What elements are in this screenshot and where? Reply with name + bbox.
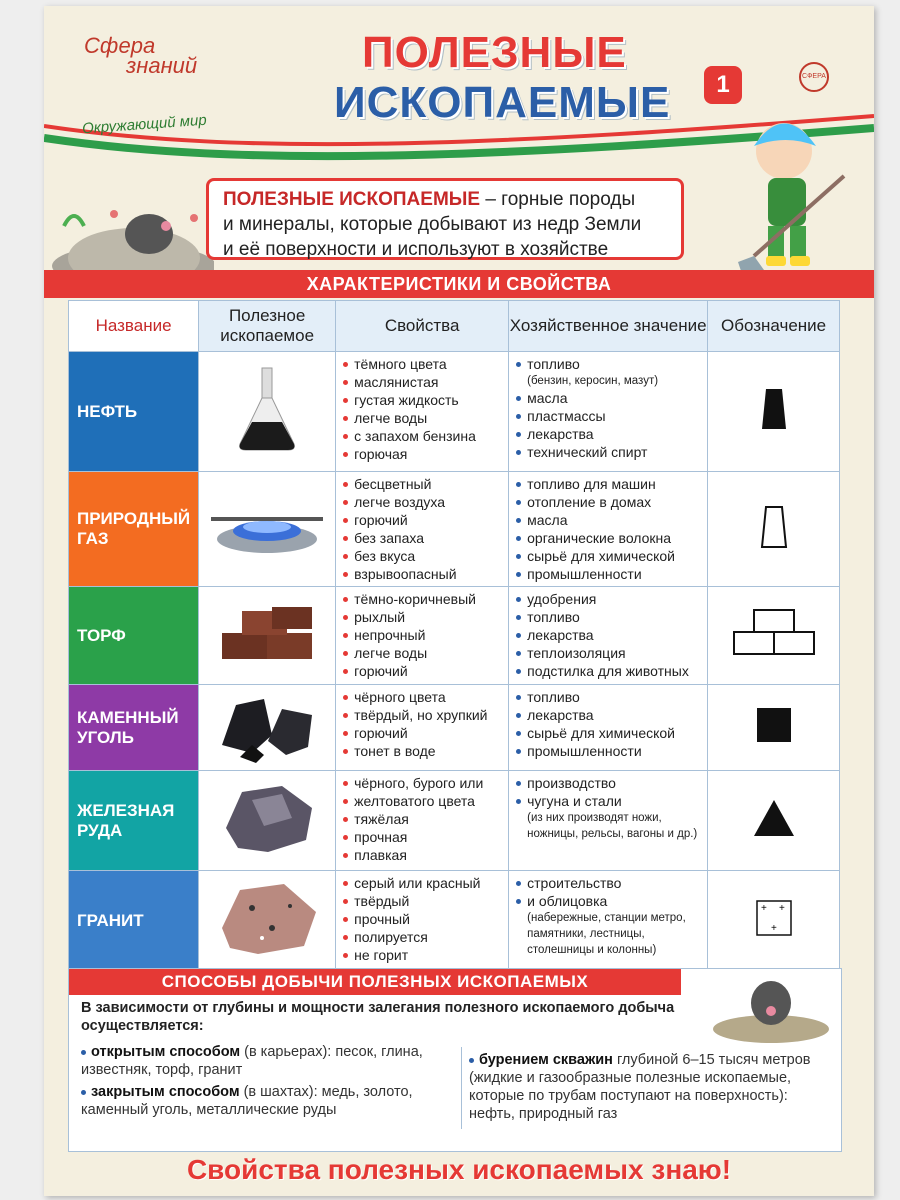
mineral-name: ПРИРОДНЫЙ ГАЗ [69,472,199,587]
section-title: ХАРАКТЕРИСТИКИ И СВОЙСТВА [44,270,874,298]
properties-cell [336,472,509,587]
properties-item: чёрного, бурого или [342,774,504,792]
definition-term: ПОЛЕЗНЫЕ ИСКОПАЕМЫЕ [223,189,481,210]
mineral-picture [199,472,336,587]
map-symbol [708,587,840,685]
iron-ore-image [212,778,322,858]
table-row [69,771,840,871]
symbol-gas-icon [754,505,794,549]
svg-text:+: + [760,903,767,914]
gas-burner-image [207,487,327,567]
uses-item: промышленности [515,565,703,583]
mole-small-illustration [709,973,834,1045]
uses-item: лекарства [515,425,703,443]
svg-text:+: + [770,923,777,934]
uses-list [509,475,707,583]
uses-list [509,774,707,842]
properties-item: не горит [342,946,504,964]
symbol-iron-ore-icon [752,798,796,838]
properties-list [336,590,508,680]
methods-intro: В зависимости от глубины и мощности залегания полезного ископаемого добыча осуществляется: [81,1000,675,1034]
uses-cell [509,771,708,871]
properties-item: чёрного цвета [342,688,504,706]
uses-item: топливо [515,688,703,706]
minerals-table [68,300,840,971]
symbol-oil-icon [754,387,794,431]
column-header: Полезное ископаемое [199,301,336,352]
column-header: Обозначение [708,301,840,352]
properties-list [336,874,508,964]
mineral-name: ГРАНИТ [69,871,199,971]
peat-bricks-image [212,593,322,673]
uses-list [509,590,707,680]
uses-item: лекарства [515,706,703,724]
properties-item: горючий [342,662,504,680]
bullet-icon [469,1058,474,1063]
publisher-line2: знаний [126,53,198,78]
uses-item: теплоизоляция [515,644,703,662]
divider [461,1047,462,1129]
properties-item: легче воды [342,409,504,427]
properties-cell [336,352,509,472]
poster [44,6,874,1196]
method-drilling-text: глубиной 6–15 тысяч метров (жидкие и газообразные полезные ископаемые, которые по трубам поступают на поверхность): нефть, природный газ [469,1052,811,1122]
uses-list [509,688,707,760]
mineral-picture [199,771,336,871]
series-label: Окружающий мир [81,111,208,138]
uses-item: топливо [515,355,703,373]
uses-list [509,355,707,461]
coal-image [212,685,322,765]
table-row [69,587,840,685]
uses-item: отопление в домах [515,493,703,511]
table-header-row [69,301,840,352]
title-line1: ПОЛЕЗНЫЕ [362,28,627,77]
uses-item: топливо для машин [515,475,703,493]
publisher-line1: Сфера [84,33,156,58]
properties-item: тонет в воде [342,742,504,760]
extraction-methods [68,968,842,1152]
methods-title: СПОСОБЫ ДОБЫЧИ ПОЛЕЗНЫХ ИСКОПАЕМЫХ [69,969,681,995]
method-drilling [469,1051,829,1123]
properties-item: серый или красный [342,874,504,892]
properties-cell [336,871,509,971]
properties-item: твёрдый, но хрупкий [342,706,504,724]
uses-item: чугуна и стали [515,792,703,810]
uses-cell [509,352,708,472]
method-closed-text: (в шахтах): медь, золото, каменный уголь, металлические руды [81,1084,413,1118]
properties-cell [336,771,509,871]
column-header: Название [69,301,199,352]
uses-cell [509,472,708,587]
uses-item: сырьё для химической [515,547,703,565]
uses-item: (набережные, станции метро, памятники, лестницы, столешницы и колонны) [527,912,686,956]
map-symbol [708,352,840,472]
properties-item: маслянистая [342,373,504,391]
uses-item: масла [515,511,703,529]
uses-item: (из них производят ножи, ножницы, рельсы, вагоны и др.) [527,812,698,840]
svg-text:+: + [778,903,785,914]
title-line2: ИСКОПАЕМЫЕ [334,78,671,127]
table-row [69,871,840,971]
granite-image [212,878,322,958]
properties-item: тёмно-коричневый [342,590,504,608]
properties-item: рыхлый [342,608,504,626]
properties-item: густая жидкость [342,391,504,409]
table-row [69,472,840,587]
symbol-coal-icon [754,705,794,745]
uses-cell [509,587,708,685]
properties-item: тяжёлая [342,810,504,828]
properties-item: непрочный [342,626,504,644]
uses-item: (бензин, керосин, мазут) [527,375,659,387]
mineral-picture [199,685,336,771]
properties-item: прочный [342,910,504,928]
column-header: Свойства [336,301,509,352]
properties-item: легче воздуха [342,493,504,511]
properties-list [336,688,508,760]
method-drilling-name: бурением скважин [479,1052,613,1068]
properties-item: прочная [342,828,504,846]
properties-cell [336,685,509,771]
mineral-picture [199,587,336,685]
uses-item: пластмассы [515,407,703,425]
table-row [69,352,840,472]
uses-item: органические волокна [515,529,703,547]
properties-item: твёрдый [342,892,504,910]
definition-text-1: – горные породы [480,189,636,210]
properties-item: горючий [342,511,504,529]
definition-text-3: и её поверхности и используют в хозяйстве [223,239,609,260]
bullet-icon [81,1090,86,1095]
method-open-name: открытым способом [91,1044,241,1060]
properties-cell [336,587,509,685]
properties-list [336,475,508,583]
mineral-name: ЖЕЛЕЗНАЯ РУДА [69,771,199,871]
properties-list [336,355,508,463]
mineral-name: НЕФТЬ [69,352,199,472]
method-closed [81,1083,451,1119]
uses-item: строительство [515,874,703,892]
uses-item: сырьё для химической [515,724,703,742]
map-symbol [708,871,840,971]
table-row [69,685,840,771]
column-header: Хозяйственное значение [509,301,708,352]
properties-item: бесцветный [342,475,504,493]
properties-item: легче воды [342,644,504,662]
uses-item: и облицовка [515,892,703,910]
uses-item: удобрения [515,590,703,608]
properties-item: без вкуса [342,547,504,565]
map-symbol [708,771,840,871]
symbol-peat-icon [732,608,816,658]
properties-item: тёмного цвета [342,355,504,373]
mineral-name: КАМЕННЫЙ УГОЛЬ [69,685,199,771]
bullet-icon [81,1050,86,1055]
symbol-granite-icon [754,898,794,938]
uses-item: подстилка для животных [515,662,703,680]
slogan: Свойства полезных ископаемых знаю! [186,1154,732,1185]
definition-text-2: и минералы, которые добывают из недр Земли [223,214,642,235]
publisher-logo [84,33,198,78]
girl-illustration [724,106,869,281]
method-open-text: (в карьерах): песок, глина, известняк, торф, гранит [81,1044,423,1078]
properties-item: полируется [342,928,504,946]
properties-item: плавкая [342,846,504,864]
properties-list [336,774,508,864]
map-symbol [708,685,840,771]
mineral-name: ТОРФ [69,587,199,685]
uses-item: производство [515,774,703,792]
method-open [81,1043,451,1079]
properties-item: взрывоопасный [342,565,504,583]
properties-item: с запахом бензина [342,427,504,445]
definition-box [206,178,684,260]
properties-item: горючая [342,445,504,463]
uses-cell [509,685,708,771]
map-symbol [708,472,840,587]
uses-item: лекарства [515,626,703,644]
publisher-mark: СФЕРА [799,62,829,92]
flask-oil-image [232,364,302,454]
properties-item: без запаха [342,529,504,547]
uses-item: промышленности [515,742,703,760]
mineral-picture [199,352,336,472]
uses-item: технический спирт [515,443,703,461]
mineral-picture [199,871,336,971]
uses-list [509,874,707,958]
method-closed-name: закрытым способом [91,1084,240,1100]
uses-item: топливо [515,608,703,626]
properties-item: желтоватого цвета [342,792,504,810]
properties-item: горючий [342,724,504,742]
uses-cell [509,871,708,971]
uses-item: масла [515,389,703,407]
poster-number-badge: 1 [704,66,742,104]
